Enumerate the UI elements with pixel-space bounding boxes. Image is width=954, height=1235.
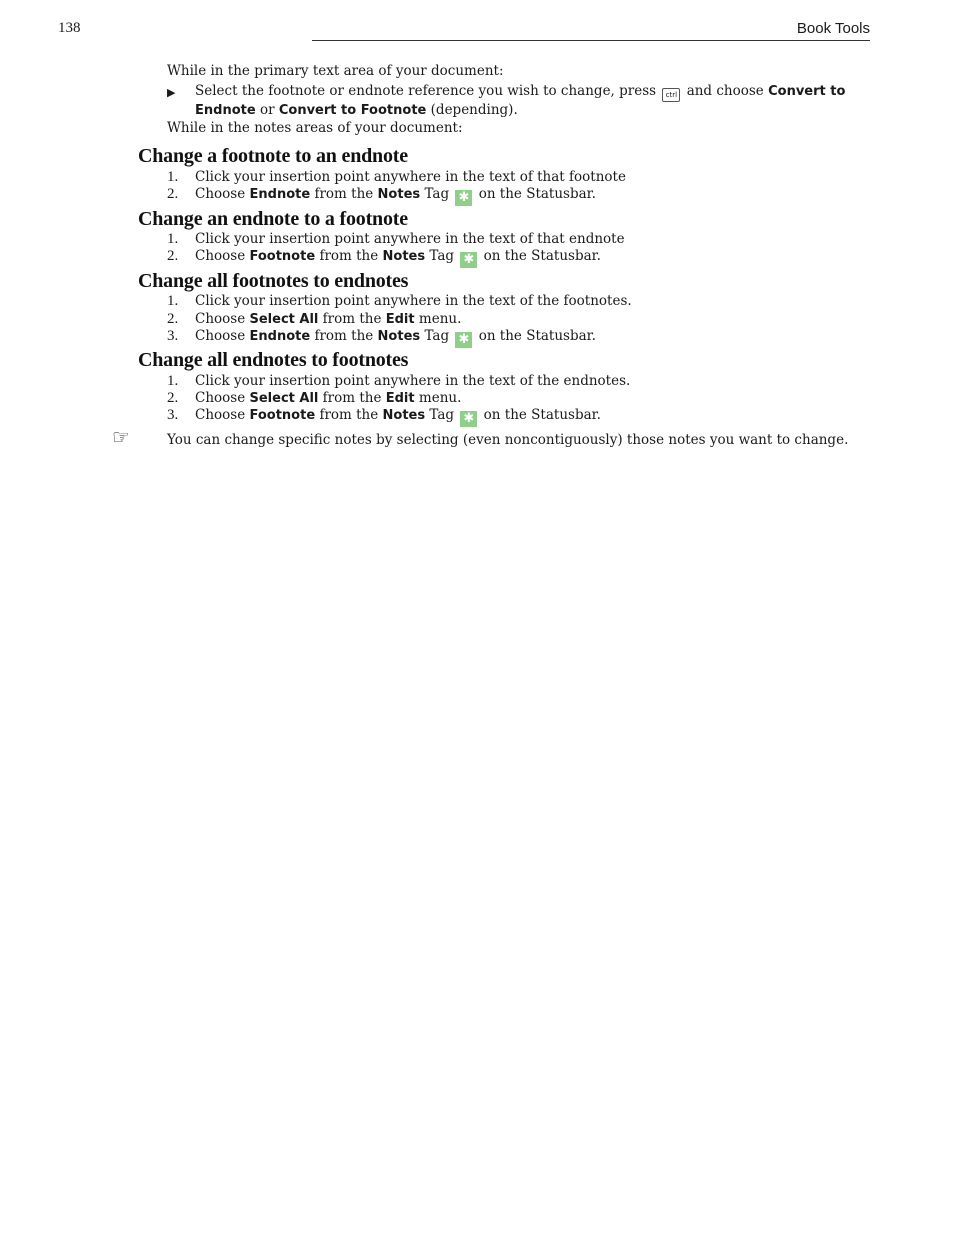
ctrl-key-icon: ctrl bbox=[662, 88, 680, 102]
step-number: 3. bbox=[167, 407, 179, 423]
section-heading: Change all endnotes to footnotes bbox=[138, 349, 409, 371]
step-number: 2. bbox=[167, 390, 179, 406]
intro-notes-area: While in the notes areas of your document: bbox=[167, 120, 463, 136]
page-number: 138 bbox=[58, 20, 81, 36]
notes-tag-icon: ✱ bbox=[455, 332, 472, 348]
command-convert-to-endnote: Convert to Endnote bbox=[195, 84, 846, 118]
step-number: 2. bbox=[167, 248, 179, 264]
bullet-text: Select the footnote or endnote reference you wish to change, press ctrl and choose Convert to Endnote or Convert to Footnote (depending). bbox=[195, 83, 846, 118]
intro-primary-area: While in the primary text area of your document: bbox=[167, 63, 504, 79]
section-heading: Change all footnotes to endnotes bbox=[138, 270, 409, 292]
notes-tag-icon: ✱ bbox=[455, 190, 472, 206]
step-number: 3. bbox=[167, 328, 179, 344]
header-rule bbox=[312, 40, 870, 41]
section-heading: Change a footnote to an endnote bbox=[138, 145, 408, 167]
step-number: 2. bbox=[167, 311, 179, 327]
tip-note-text: You can change specific notes by selecting (even noncontiguously) those notes you want to change. bbox=[167, 432, 849, 448]
section-heading: Change an endnote to a footnote bbox=[138, 208, 408, 230]
pointing-hand-icon: ☞ bbox=[112, 425, 130, 449]
bullet-arrow-icon: ▶ bbox=[167, 86, 176, 99]
running-section-title: Book Tools bbox=[796, 20, 870, 37]
step-number: 1. bbox=[167, 373, 179, 389]
command-convert-to-footnote: Convert to Footnote bbox=[278, 103, 427, 118]
notes-tag-icon: ✱ bbox=[460, 411, 477, 427]
notes-tag-icon: ✱ bbox=[460, 252, 477, 268]
page-header bbox=[0, 0, 954, 50]
step-number: 1. bbox=[167, 293, 179, 309]
step-number: 1. bbox=[167, 169, 179, 185]
step-number: 2. bbox=[167, 186, 179, 202]
step-number: 1. bbox=[167, 231, 179, 247]
